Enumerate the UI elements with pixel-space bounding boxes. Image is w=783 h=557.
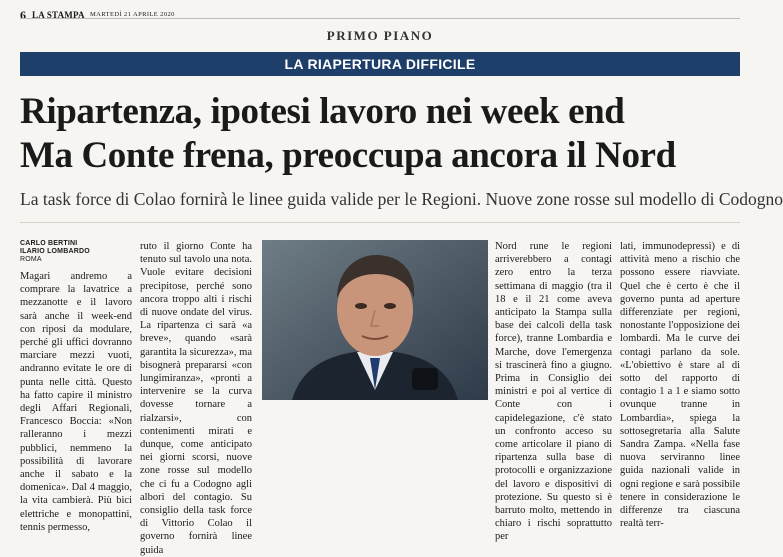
article-column-4 [620, 240, 740, 530]
divider [20, 222, 740, 223]
masthead [20, 6, 740, 43]
author-1: CARLO BERTINI [20, 240, 78, 247]
byline [20, 240, 90, 264]
column-text: Magari andremo a comprare la lavatrice a mezzanotte e il lavoro sarà anche il week-end con riposi da modulare, perché gli uffici dovranno marciare mezzi vuoti, andranno evitate le ore di punta nelle città. Questo ha fatto capire il ministro degli Affari Regionali, Francesco Boccia: «Non ralleranno i mezzi pubblici, nemmeno la possibilità di lavorare anche il sabato e la domenica». Dal 4 maggio, la vita cambierà. Più bici elettriche e monopattini, tennis permesso, [20, 271, 132, 533]
portrait-illustration [262, 240, 488, 400]
paper-name: LA STAMPA [32, 10, 85, 20]
page-number: 6 [20, 8, 26, 22]
article-column-3 [495, 240, 612, 543]
section-title: PRIMO PIANO [326, 28, 434, 43]
subheadline: La task force di Colao fornirà le linee guida valide per le Regioni. Nuove zone rosse sul modello di Codogno [20, 189, 783, 209]
banner-label: LA RIAPERTURA DIFFICILE [284, 56, 476, 72]
article-column-1 [20, 270, 132, 533]
article-column-2 [140, 240, 252, 556]
column-text: ruto il giorno Conte ha tenuto sul tavolo una nota. Vuole evitare decisioni precipitose, perché sono ancora troppo alti i rischi di nuove ondate del virus. La ripartenza ci sarà «a breve», quando «sarà garantita la sicurezza», ma bisognerà prepararsi «con lungimiranza», «pronti a intervenire se la curva dovesse tornare a rialzarsi», con contenimenti mirati e dunque, come anticipato nei giorni scorsi, nuove zone rosse sul modello che ci fu a Codogno agli albori del contagio. Su consiglio della task force di Vittorio Colao il governo fornirà linee guida [140, 241, 252, 556]
masthead-rule [20, 18, 740, 19]
headline-line-2: Ma Conte frena, preoccupa ancora il Nord [20, 135, 676, 176]
author-2: ILARIO LOMBARDO [20, 248, 90, 255]
headline [20, 90, 740, 178]
column-text: lati, immunodepressi) e di attività meno a rischio che possono essere riavviate. Quel che è certo è che il governo punta ad aperture differenziate per regioni, nonostante l'opposizione dei lombardi. Ma le curve dei contagi parlano da sole. «L'obiettivo è stare al di sotto del rapporto di contagio 1 a 1 e siamo sotto ovunque tranne in Lombardia», spiega la sottosegretaria alla Salute Sandra Zampa. «Nella fase nuova serviranno linee guida nazionali valide in ogni regione e sarà possibile tenere in considerazione le differenze tra ciascuna realtà terr- [620, 241, 740, 530]
portrait-photo [262, 240, 488, 400]
dateline: ROMA [20, 256, 42, 263]
headline-line-1: Ripartenza, ipotesi lavoro nei week end [20, 91, 625, 132]
issue-date: MARTEDÌ 21 APRILE 2020 [90, 11, 175, 18]
column-text: Nord rune le regioni arriverebbero a contagi zero entro la terza settimana di maggio (tra il 18 e il 21 come aveva anticipato la Stampa sulla base dei calcoli della task force), tranne Lombardia e Marche, dove l'emergenza si trascinerà fino a giugno. Prima in Consiglio dei ministri e poi al vertice di Conte con i capidelegazione, c'è stato un confronto acceso su come articolare il piano di ripartenza sulla base di protocolli e organizzazione del lavoro e dispositivi di protezione. Su questo si è barruto molto, mettendo in chiaro i rischi soprattutto per [495, 241, 612, 543]
section-banner [20, 52, 740, 76]
